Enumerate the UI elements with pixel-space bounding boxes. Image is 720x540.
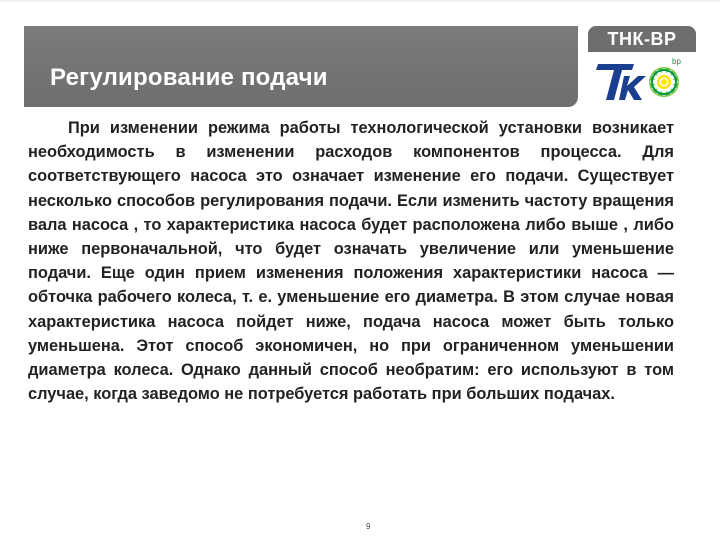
tk-mark (596, 64, 646, 100)
page-number: 9 (366, 522, 371, 531)
company-logo (588, 26, 696, 107)
bp-helios-icon (594, 56, 694, 106)
top-divider (0, 0, 720, 2)
slide-title: Регулирование подачи (50, 64, 328, 91)
helios-flower (649, 67, 679, 97)
logo-small-text: bp (672, 57, 681, 66)
logo-brand-text: ТНК-ВР (607, 29, 677, 49)
body-paragraph: При изменении режима работы технологической установки возникает необходимость в изменении расходов компонентов процесса. Для соответствующего насоса это означает изменение его подачи. Существует несколько способов регулирования подачи. Если изменить частоту вращения вала насоса , то характеристика насоса будет расположена либо выше , либо ниже первоначальной, что будет означать увеличение или уменьшение подачи. Еще один прием изменения положения характеристики насоса — обточка рабочего колеса, т. е. уменьшение его диаметра. В этом случае новая характеристика насоса пойдет ниже, подача насоса может быть только уменьшена. Этот способ экономичен, но при ограниченном уменьшении диаметра колеса. Однако данный способ необратим: его используют в том случае, когда заведомо не потребуется работать при больших подачах. (28, 119, 674, 404)
logo-banner (588, 26, 696, 52)
